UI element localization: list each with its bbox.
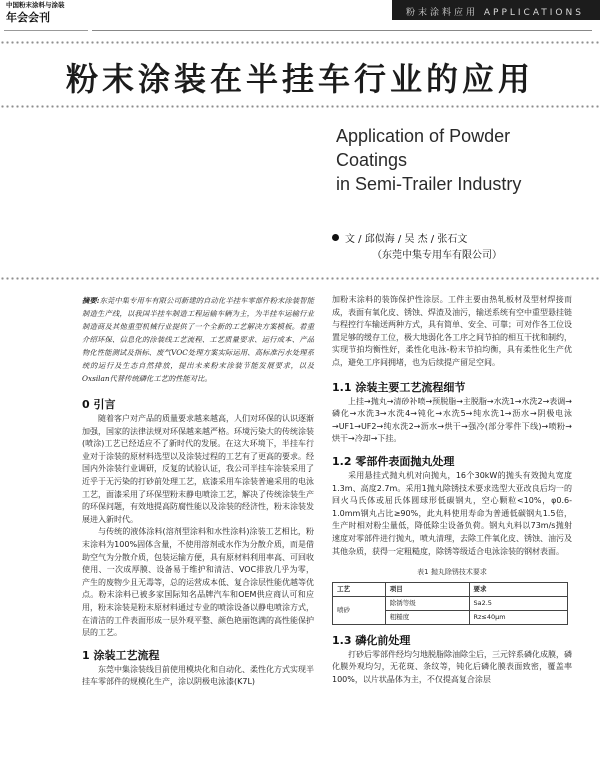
table-1	[332, 582, 568, 625]
abstract	[82, 294, 314, 385]
section-1-heading: 1 涂装工艺流程	[82, 648, 160, 662]
section-1-3-heading: 1.3 磷化前处理	[332, 633, 411, 647]
bullet-icon	[332, 234, 339, 241]
table-item-cell: 粗糙度	[385, 610, 469, 624]
affiliation: （东莞中集专用车有限公司）	[372, 250, 502, 261]
running-title-banner	[392, 0, 600, 20]
table-req-cell: Sa2.5	[469, 596, 568, 610]
table-req-cell: Rz≤40μm	[469, 610, 568, 624]
author-names: 文 / 邱似海 / 吴 杰 / 张石文	[345, 234, 468, 245]
table-header-cell: 要求	[469, 582, 568, 596]
section-1-1-heading: 1.1 涂装主要工艺流程细节	[332, 380, 466, 394]
table-header-cell: 工艺	[333, 582, 386, 596]
dot-divider-top	[0, 40, 600, 46]
section-0-paragraph-1: 随着客户对产品的质量要求越来越高，人们对环保的认识逐渐加强，国家的法律法规对环保越来越严格。环境污染大的传统涂装(喷涂)工艺已经适应不了新时代的发展。在这大环境下，半挂车行业对于涂装的原材料选型以及涂装过程的工艺有了更高的要求。经国内外涂装行业调研，反复的试验认证，我公司半挂车涂装采用了近乎于无污染的打砂前处理工艺，底漆采用车涂装普遍采用的电泳工艺，面漆采用了环保型粉末静电喷涂工艺，解决了传统涂装生产的环保问题，有效地提高防腐性能以及涂装的经济性，粉末涂装发展进入新时代。	[82, 414, 314, 524]
section-1-1-text: 上挂→抛丸→清砂补喷→预脱脂→主脱脂→水洗1→水洗2→表调→磷化→水洗3→水洗4→钝化→水洗5→纯水洗1→沥水→阴极电泳→UF1→UF2→纯水洗2→沥水→烘干→强冷(部分零件下线)→喷粉→烘干→冷却→下挂。	[332, 396, 572, 444]
table-process-cell: 喷砂	[333, 596, 386, 624]
left-column	[82, 294, 314, 689]
journal-tag	[4, 0, 88, 31]
dot-divider-title	[0, 104, 600, 110]
header-rule	[92, 30, 592, 31]
journal-tag-top: 中国粉末涂料与涂装	[6, 1, 65, 9]
dot-divider-body	[0, 276, 600, 282]
table-header-cell: 项目	[385, 582, 469, 596]
table-header-row	[333, 582, 568, 596]
table-row	[333, 596, 568, 610]
section-0-paragraph-2: 与传统的液体涂料(溶剂型涂料和水性涂料)涂装工艺相比，粉末涂料为100%固体含量，不使用溶剂或水作为分散介质，而是借助空气为分散介质，包装运输方便，具有原材料利用率高、可回收使用、一次成厚膜、设备易于维护和清洁、VOC排放几乎为零，产生的废物少且无毒等，总的运营成本低、复合涂层性能优越等优点。粉末涂料已被多家国际知名品牌汽车和OEM供应商认可和应用，粉末涂装是粉末原材料通过专业的喷涂设备以静电喷涂方式，在清洁的工件表面形成一层外观平整、颜色艳丽饱满的高性能保护层的工艺。	[82, 527, 314, 638]
running-title: 粉末涂料应用 APPLICATIONS	[406, 8, 584, 18]
article-title-zh: 粉末涂装在半挂车行业的应用	[65, 60, 534, 98]
table-item-cell: 除锈等级	[385, 596, 469, 610]
article-title-en-line2: in Semi-Trailer Industry	[336, 174, 522, 194]
article-title-en-line1: Application of Powder Coatings	[336, 126, 511, 170]
page-header	[0, 0, 600, 34]
section-1-2-heading: 1.2 零部件表面抛丸处理	[332, 454, 455, 468]
authors	[332, 230, 467, 245]
section-1-3-text: 打砂后零部件经均匀地脱脂除油除尘后，三元锌系磷化成膜，磷化膜外观均匀，无花斑、条纹等，钝化后磷化膜表面致密，覆盖率100%，以片状晶体为主，不仅提高复合涂层	[332, 649, 572, 684]
section-0-heading: 0 引言	[82, 398, 116, 411]
article-title-en	[336, 124, 586, 196]
table-1-caption: 表1 抛丸除锈技术要求	[417, 568, 487, 577]
abstract-text: 东莞中集专用车有限公司新建的自动化半挂车零部件粉末涂装智能制造生产线，以我国半挂车制造工程运输车辆为主，为半挂车运输行业制造商及其他重型机械行业提供了一个全新的工艺解决方案模板。着重介绍环保、信息化的涂装线工艺流程、工艺质量要求、运行成本、产品物化性能测试及指标、废气VOC处理方案实际运用、高标准污水处理系统的运行及生态自然排放，提出未来粉末涂装节能发展要求，以及Oxsilan代替传统磷化工艺的性能对比。	[82, 296, 315, 383]
right-intro-paragraph: 加粉末涂料的装饰保护性涂层。工件主要由热轧板材及型材焊接而成，表面有氧化皮、锈蚀、焊渣及油污，输送系统有空中重型悬挂链与程控行车输送两种方式，具有简单、安全、可靠；可对作各工位设置足够的缓存工位，极大地弱化各工序之间节拍的相互干扰和制约，实现节拍均衡性好，柔性化电泳-粉末节拍均衡，具有柔性化生产优点，避免工序间拥堵，也为后续提产留足空间。	[332, 295, 572, 367]
section-1-paragraph: 东莞中集涂装线目前使用模块化和自动化、柔性化方式实现半挂车零部件的规模化生产，涂以阴极电泳漆(K7L)	[82, 664, 314, 687]
journal-tag-main: 年会会刊	[6, 11, 50, 24]
section-1-2-text: 采用悬挂式抛丸机对向抛丸，16个30kW的抛头有效抛丸宽度1.3m、高度2.7m。采用1抛丸除锈技术要求选型大亚改良后均一的回火马氏体或屈氏体圆球形低碳钢丸，空心颗粒<10%，φ0.6-1.0mm钢丸占比≥90%，此丸料使用寿命为普通低碳钢丸1.5倍，生产时相对粉尘量低，降低除尘设备负荷。钢丸丸料以73m/s抛射速度对零部件进行抛丸，喷丸清理，去除工件氧化皮、锈蚀、油污及其他杂质，获得一定粗糙度，除锈等级适合电泳涂装的钢材表面。	[332, 470, 572, 556]
abstract-label: 摘要:	[82, 296, 100, 305]
right-column	[332, 294, 572, 686]
